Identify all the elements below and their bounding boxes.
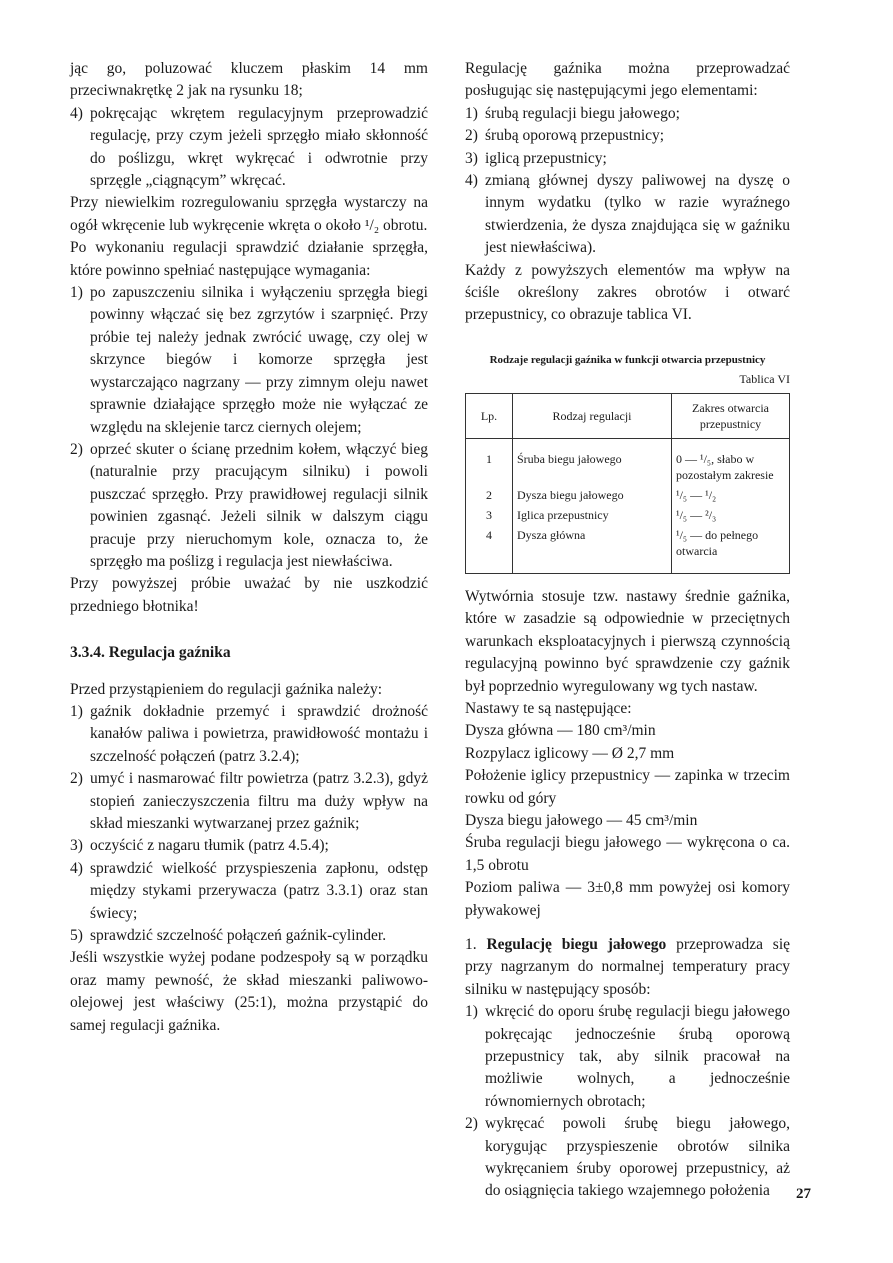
setting-line: Dysza główna — 180 cm³/min (465, 722, 656, 740)
list-number: 5) (70, 927, 83, 945)
list-number: 3) (70, 837, 83, 855)
setting-line: Poziom paliwa — 3±0,8 mm powyżej osi komory pływakowej (465, 879, 790, 919)
paragraph: Wytwórnia stosuje tzw. nastawy średnie gaźnika, które w zasadzie są odpowiednie w przeciętnych warunkach eksploatacyjnych i pierwszą czynnością regulacyjną powinno być sprawdzenie czy gaźnik był poprzednio wyregulowany wg tych nastaw. (465, 587, 790, 695)
header-range: Zakres otwarcia przepustnicy (672, 393, 790, 438)
list-text: sprawdzić wielkość przyspieszenia zapłonu, odstęp między stykami przerywacza (patrz 3.3.1) oraz stan świecy; (90, 859, 428, 922)
point-bold-title: Regulację biegu jałowego (486, 935, 667, 953)
table-cell: 0 — ¹/₅, słabo w pozostałym zakresie (672, 438, 790, 485)
paragraph: Regulację gaźnika można przeprowadzać posługując się następującymi jego elementami: (465, 60, 790, 100)
list-item (70, 835, 428, 857)
header-type: Rodzaj regulacji (513, 393, 672, 438)
table-cell: Dysza biegu jałowego (513, 485, 672, 505)
table-cell: ¹/₅ — ¹/₂ (672, 485, 790, 505)
list-text: po zapuszczeniu silnika i wyłączeniu sprzęgła biegi powinny włączać się bez zgrzytów i szarpnięć. Przy próbie tej należy jednak zwrócić uwagę, czy olej w skrzynce biegów i komorze sprzęgła jest wystarczająco nagrzany — przy zimnym oleju nawet sprawnie działające sprzęgło może nie wyłączać ze względu na sklejenie tarcz ciernych olejem; (90, 284, 428, 436)
table-row (466, 438, 790, 485)
regulation-table (465, 393, 790, 574)
list-item (70, 103, 428, 193)
idle-regulation-paragraph (465, 934, 790, 1001)
list-text: umyć i nasmarować filtr powietrza (patrz 3.2.3), gdyż stopień zanieczyszczenia filtru ma duży wpływ na skład mieszanki wytwarzanej przez gaźnik; (90, 770, 428, 832)
list-item (465, 103, 790, 125)
page-number: 27 (796, 1186, 811, 1202)
list-number: 2) (465, 1115, 478, 1133)
list-number: 2) (70, 770, 83, 788)
left-column (70, 58, 428, 1037)
list-text: śrubą regulacji biegu jałowego; (485, 104, 680, 122)
list-item (70, 701, 428, 768)
settings-intro: Nastawy te są następujące: (465, 699, 632, 717)
list-number: 4) (465, 172, 478, 190)
list-number: 1) (70, 702, 83, 720)
list-text: wykręcać powoli śrubę biegu jałowego, korygując przyspieszenie obrotów silnika wykręcaniem śruby oporowej przepustnicy, aż do osiągnięcia takiego wzajemnego położenia (485, 1115, 790, 1200)
setting-line: Śruba regulacji biegu jałowego — wykręcona o ca. 1,5 obrotu (465, 834, 790, 874)
list-number: 2) (70, 440, 83, 458)
paragraph: Przed przystąpieniem do regulacji gaźnika należy: (70, 680, 383, 698)
table-cell: 1 (466, 438, 513, 485)
list-item (465, 1001, 790, 1113)
setting-line: Rozpylacz iglicowy — Ø 2,7 mm (465, 744, 675, 762)
paragraph: Każdy z powyższych elementów ma wpływ na ściśle określony zakres obrotów i otwarć przepustnicy, co obrazuje tablica VI. (465, 261, 790, 324)
warning-paragraph: Przy powyższej próbie uważać by nie uszkodzić przedniego błotnika! (70, 575, 428, 615)
list-item (465, 148, 790, 170)
table-row (466, 525, 790, 574)
list-text: śrubą oporową przepustnicy; (485, 127, 665, 145)
right-column (465, 58, 790, 1203)
list-item (70, 282, 428, 439)
list-item (465, 170, 790, 260)
paragraph: Przy niewielkim rozregulowaniu sprzęgła wystarczy na ogół wkręcenie lub wykręcenie wkręta o około ¹/₂ obrotu. (70, 194, 428, 234)
table-cell: Iglica przepustnicy (513, 505, 672, 525)
list-item (70, 768, 428, 835)
list-number: 4) (70, 859, 83, 877)
point-text: przeprowadza się przy nagrzanym do normalnej temperatury pracy silniku w następujący sposób: (465, 935, 791, 998)
point-number: 1. (465, 935, 477, 953)
setting-line: Położenie iglicy przepustnicy — zapinka w trzecim rowku od góry (465, 767, 790, 807)
list-item (465, 1113, 790, 1203)
setting-line: Dysza biegu jałowego — 45 cm³/min (465, 811, 698, 829)
paragraph: Po wykonaniu regulacji sprawdzić działanie sprzęgła, które powinno spełniać następujące wymagania: (70, 239, 428, 279)
list-item (70, 439, 428, 573)
table-header-row (466, 393, 790, 438)
header-lp: Lp. (466, 393, 513, 438)
table-cell: ¹/₅ — do pełnego otwarcia (672, 525, 790, 574)
list-text: oczyścić z nagaru tłumik (patrz 4.5.4); (90, 837, 329, 855)
paragraph: jąc go, poluzować kluczem płaskim 14 mm przeciwnakrętkę 2 jak na rysunku 18; (70, 60, 428, 100)
list-number: 1) (465, 1003, 478, 1021)
list-text: zmianą głównej dyszy paliwowej na dyszę o innym wydatku (tylko w razie wyraźnego stwierdzenia, że dysza znajdująca się w gaźniku jest niewłaściwa). (485, 172, 790, 257)
list-number: 2) (465, 127, 478, 145)
table-caption: Rodzaje regulacji gaźnika w funkcji otwarcia przepustnicy (489, 353, 766, 366)
list-item (70, 858, 428, 925)
table-cell: 3 (466, 505, 513, 525)
section-heading: 3.3.4. Regulacja gaźnika (70, 644, 231, 662)
table-cell: Dysza główna (513, 525, 672, 574)
list-text: sprawdzić szczelność połączeń gaźnik-cylinder. (90, 927, 387, 945)
list-text: pokręcając wkrętem regulacyjnym przeprowadzić regulację, przy czym jeżeli sprzęgło miało skłonność do poślizgu, wkręt wykręcać i odwrotnie przy sprzęgle „ciągnącym” wkręcać. (90, 104, 428, 190)
table-cell: 4 (466, 525, 513, 574)
list-item (70, 925, 428, 947)
table-label: Tablica VI (739, 371, 790, 386)
table-cell: 2 (466, 485, 513, 505)
list-item (465, 125, 790, 147)
table-row (466, 485, 790, 505)
paragraph: Jeśli wszystkie wyżej podane podzespoły są w porządku oraz mamy pewność, że skład mieszanki paliwowo-olejowej jest właściwy (25:1), można przystąpić do samej regulacji gaźnika. (70, 949, 428, 1034)
list-number: 1) (70, 284, 83, 302)
list-number: 4) (70, 104, 83, 122)
table-cell: ¹/₅ — ²/₃ (672, 505, 790, 525)
list-text: oprzeć skuter o ścianę przednim kołem, włączyć bieg (naturalnie przy pracującym silniku) i powoli puszczać sprzęgło. Przy prawidłowej regulacji silnik powinien zgasnąć. Jeżeli silnik w dalszym ciągu pracuje przy nieruchomym kole, oznacza to, że sprzęgło ma poślizg i regulacja jest niewłaściwa. (90, 440, 428, 570)
list-number: 1) (465, 104, 478, 122)
list-text: iglicą przepustnicy; (485, 149, 607, 167)
list-text: gaźnik dokładnie przemyć i sprawdzić drożność kanałów paliwa i powietrza, prawidłowość montażu i szczelność połączeń (patrz 3.2.4); (90, 702, 428, 765)
table-cell: Śruba biegu jałowego (513, 438, 672, 485)
table-row (466, 505, 790, 525)
list-number: 3) (465, 149, 478, 167)
list-text: wkręcić do oporu śrubę regulacji biegu jałowego pokręcając jednocześnie śrubą oporową przepustnicy tak, aby silnik pracował na możliwie wolnych, a jednocześnie równomiernych obrotach; (485, 1003, 790, 1110)
